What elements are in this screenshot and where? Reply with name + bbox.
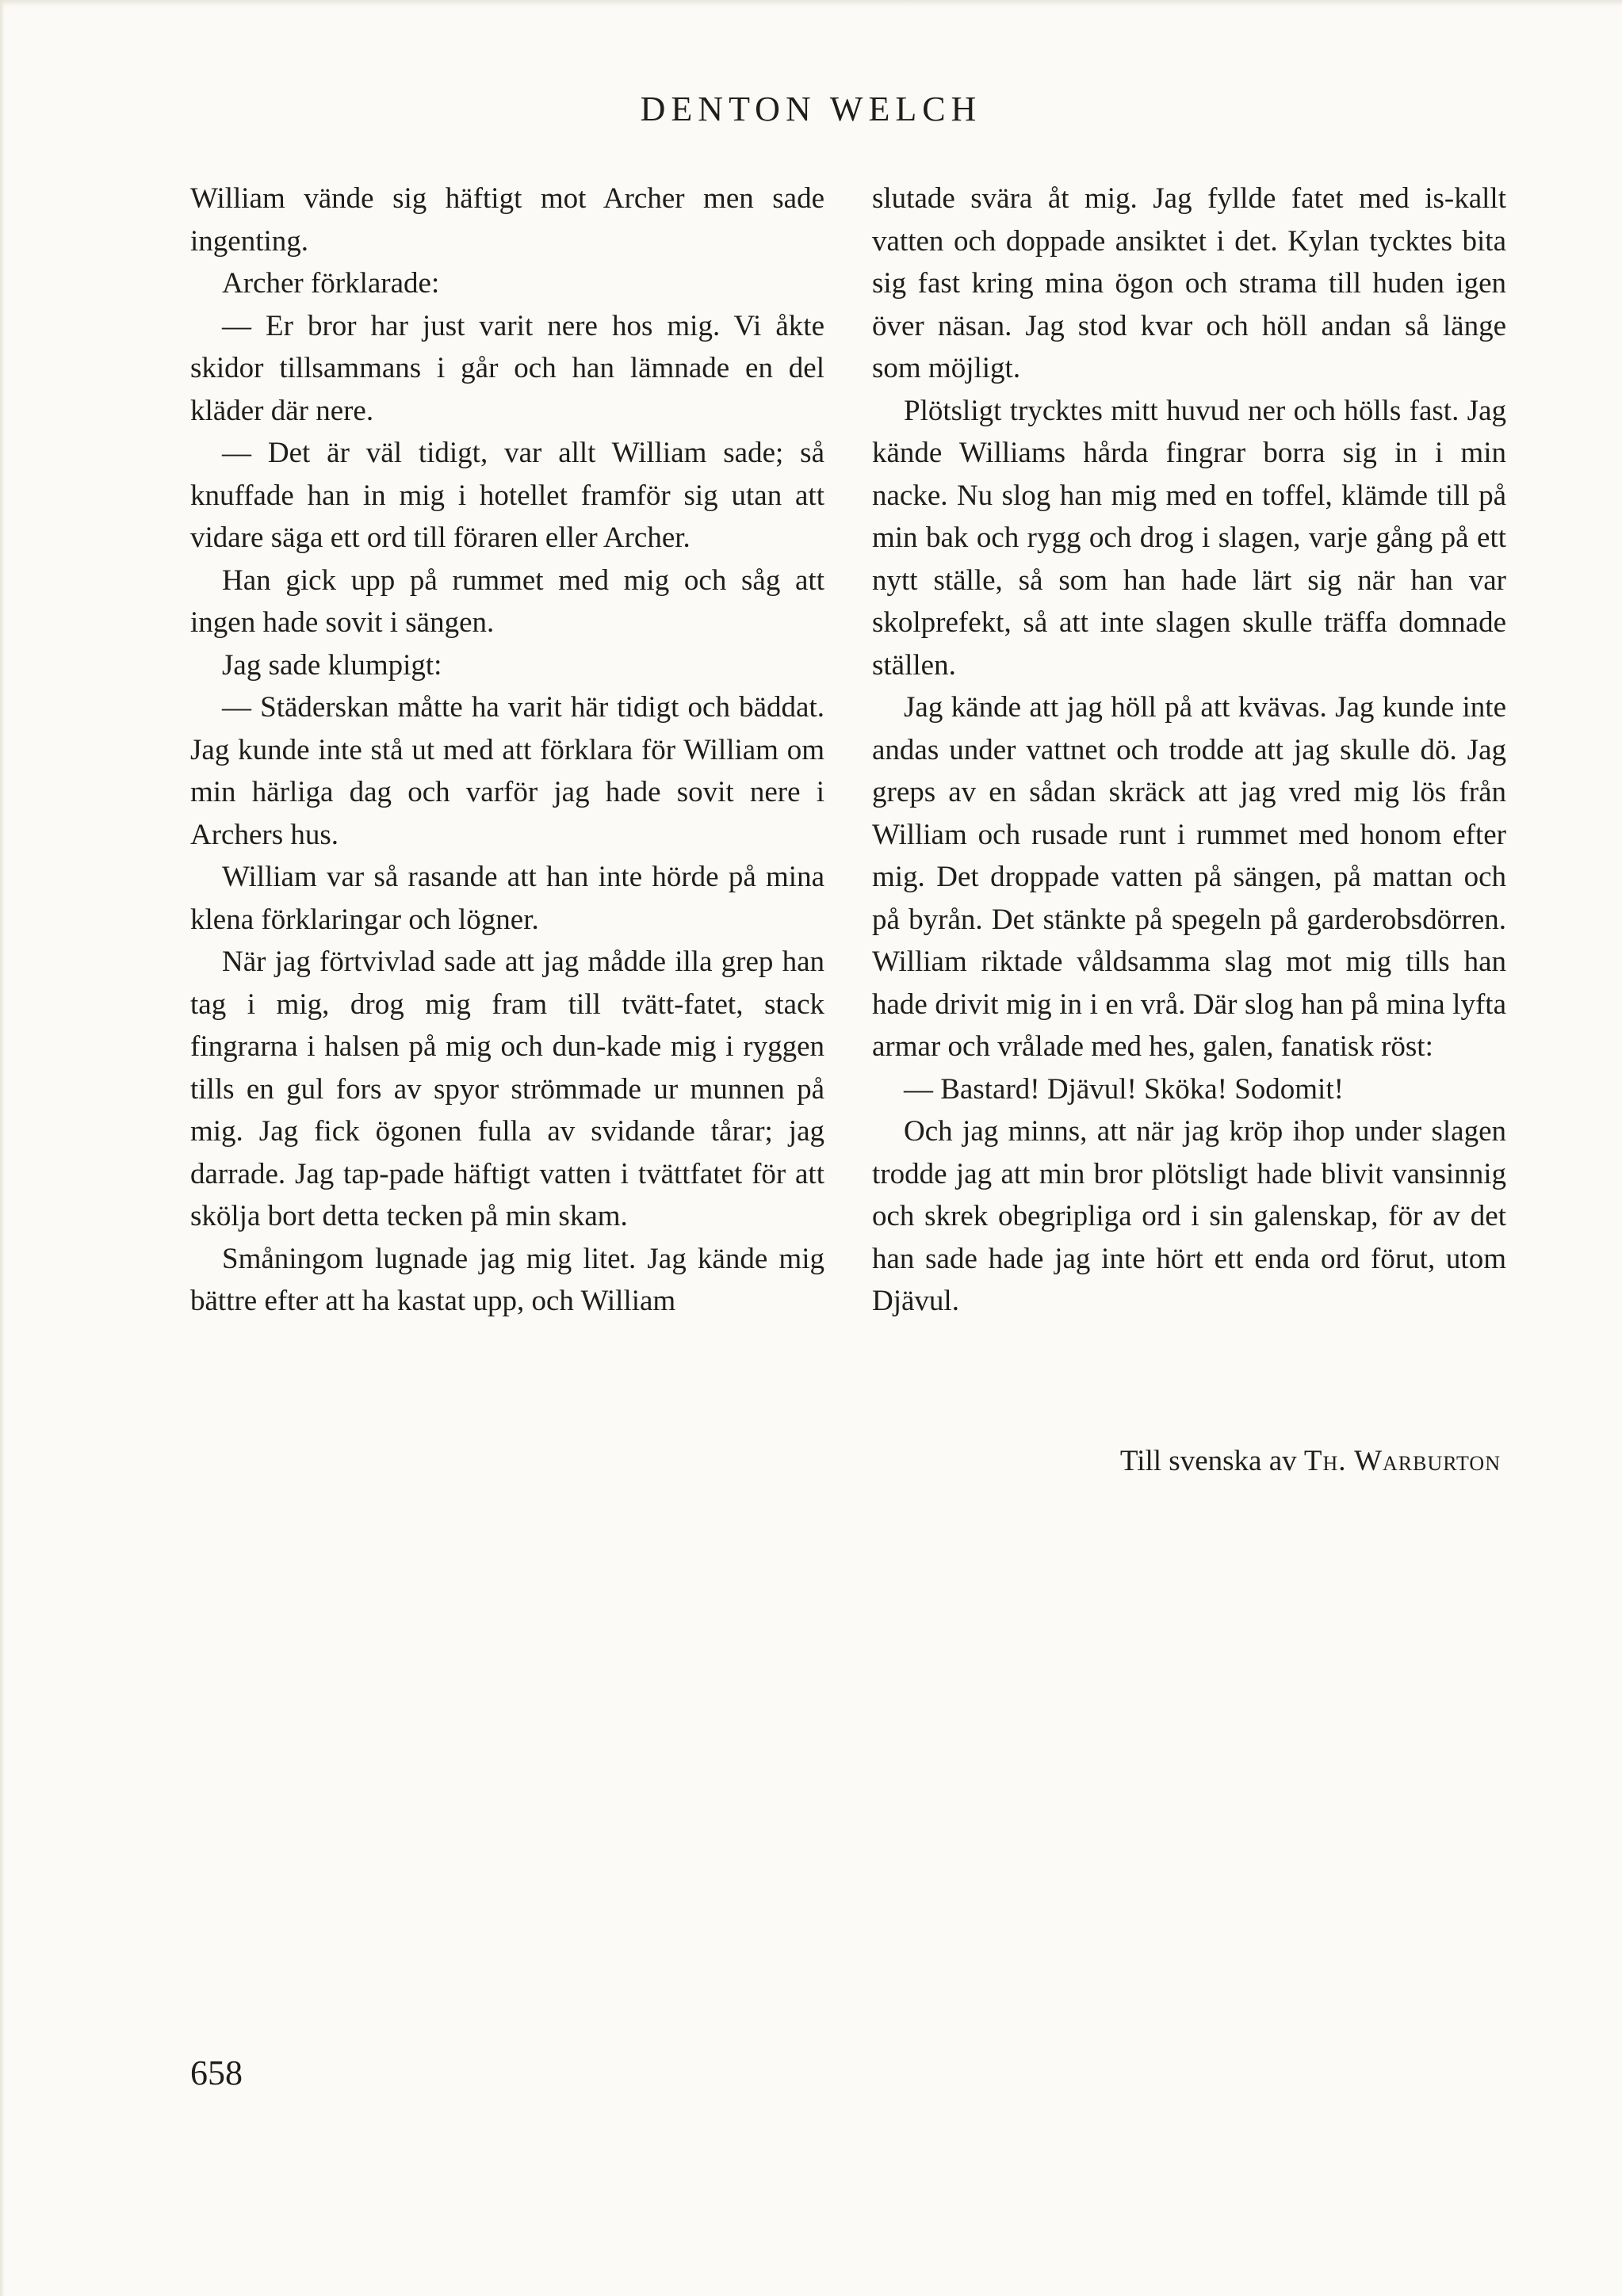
paragraph: Småningom lugnade jag mig litet. Jag kände mig bättre efter att ha kastat upp, och William	[190, 1242, 824, 1317]
paragraph: — Er bror har just varit nere hos mig. Vi åkte skidor tillsammans i går och han lämnade en del kläder där nere.	[190, 309, 824, 427]
page-number: 658	[190, 2053, 243, 2092]
paragraph: Och jag minns, att när jag kröp ihop under slagen trodde jag att min bror plötsligt hade blivit vansinnig och skrek obegripliga ord i sin galenskap, för av det han sade hade jag inte hört ett enda ord förut, utom Djävul.	[872, 1115, 1506, 1317]
paragraph: Han gick upp på rummet med mig och såg att ingen hade sovit i sängen.	[190, 563, 824, 639]
paragraph: — Bastard! Djävul! Sköka! Sodomit!	[904, 1072, 1344, 1106]
right-text-column	[872, 178, 1506, 1323]
left-text-column	[190, 178, 824, 1323]
paragraph: Plötsligt trycktes mitt huvud ner och hölls fast. Jag kände Williams hårda fingrar borra sig in i min nacke. Nu slog han mig med en toffel, klämde till på min bak och rygg och drog i slagen, varje gång på ett nytt ställe, så som han hade lärt sig när han var skolprefekt, så att inte slagen skulle träffa domnade ställen.	[872, 394, 1506, 682]
paragraph: Jag kände att jag höll på att kvävas. Jag kunde inte andas under vattnet och trodde att jag skulle dö. Jag greps av en sådan skräck att jag vred mig lös från William och rusade runt i rummet med honom efter mig. Det droppade vatten på sängen, på mattan och på byrån. Det stänkte på spegeln på garderobsdörren. William riktade våldsamma slag mot mig tills han hade drivit mig in i en vrå. Där slog han på mina lyfta armar och vrålade med hes, galen, fanatisk röst:	[872, 691, 1506, 1063]
paragraph: slutade svära åt mig. Jag fyllde fatet med is-kallt vatten och doppade ansiktet i det. Kylan tycktes bita sig fast kring mina ögon och strama till huden igen över näsan. Jag stod kvar och höll andan så länge som möjligt.	[872, 182, 1506, 384]
translator-credit	[1120, 1444, 1501, 1478]
page-edge	[0, 0, 1622, 6]
translator-name: Th. Warburton	[1303, 1445, 1501, 1477]
paragraph: När jag förtvivlad sade att jag mådde illa grep han tag i mig, drog mig fram till tvätt-fatet, stack fingrarna i halsen på mig och dun-kade mig i ryggen tills en gul fors av spyor strömmade ur munnen på mig. Jag fick ögonen fulla av svidande tårar; jag darrade. Jag tap-pade häftigt vatten i tvättfatet för att skölja bort detta tecken på min skam.	[190, 946, 824, 1232]
paragraph: — Städerskan måtte ha varit här tidigt och bäddat. Jag kunde inte stå ut med att förklara för William om min härliga dag och varför jag hade sovit nere i Archers hus.	[190, 691, 824, 851]
paragraph: — Det är väl tidigt, var allt William sade; så knuffade han in mig i hotellet framför sig utan att vidare säga ett ord till föraren eller Archer.	[190, 437, 824, 554]
paragraph: Archer förklarade:	[222, 267, 440, 300]
credit-prefix: Till svenska av	[1119, 1445, 1297, 1477]
page-edge	[0, 0, 5, 2296]
running-head: DENTON WELCH	[640, 90, 982, 128]
paragraph: William var så rasande att han inte hörde på mina klena förklaringar och lögner.	[190, 861, 824, 936]
paragraph: William vände sig häftigt mot Archer men sade ingenting.	[190, 182, 824, 258]
paragraph: Jag sade klumpigt:	[222, 648, 442, 682]
